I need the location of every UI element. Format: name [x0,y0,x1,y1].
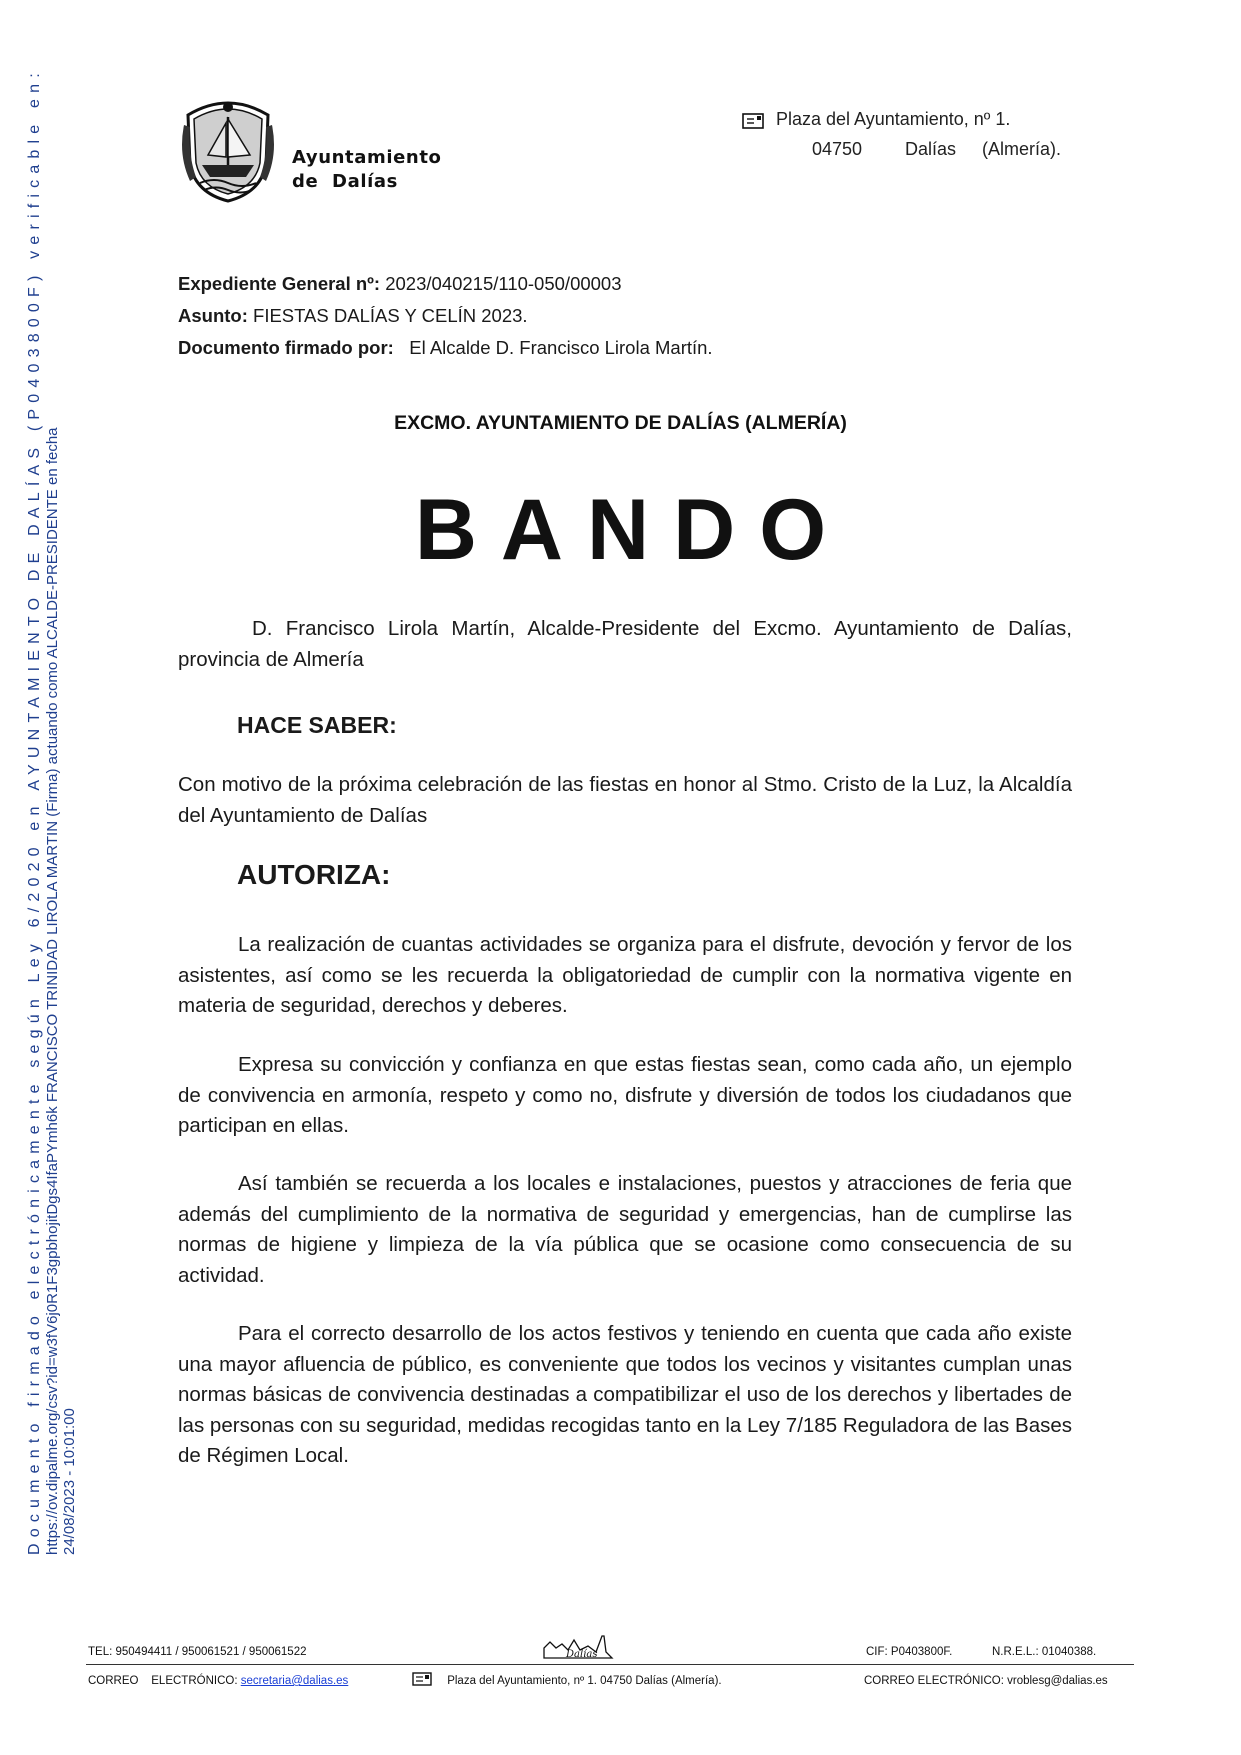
footer-correo [88,1675,348,1687]
stamp-line-2: https://ov.dipalme.org/csv?id=w3fV6j0R1F3gpbhojitDgs4IfaPYmh6k FRANCISCO TRINIDAD LIROLA MARTIN (Firma) actuando como ALCALDE-PRESIDENTE en fecha [44,427,61,1555]
envelope-icon [742,108,760,121]
paragraph-1: La realización de cuantas actividades se organiza para el disfrute, devoción y fervor de los asistentes, así como se les recuerda la obligatoriedad de cumplir con la normativa vigente en materia de seguridad, derechos y deberes. [178,933,1072,1018]
footer-email-link[interactable]: secretaria@dalias.es [240,1675,349,1687]
verification-stamp [0,0,80,1755]
footer-logo [542,1630,614,1665]
city: Dalías [905,139,957,159]
coat-of-arms-icon [180,95,276,205]
paragraph-4: Para el correcto desarrollo de los actos festivos y teniendo en cuenta que cada año existe una mayor afluencia de público, es conveniente que todos los vecinos y visitantes cumplan unas normas básicas de convivencia destinadas a compatibilizar el uso de los derechos y libertades de las personas con su seguridad, medidas recogidas tanto en la Ley 7/185 Reguladora de las Bases de Régimen Local. [178,1322,1072,1468]
hace-saber-heading: HACE SABER: [237,712,397,738]
footer-nrel: N.R.E.L.: 01040388. [992,1646,1097,1658]
header-address [776,104,1061,164]
address-line-1: Plaza del Ayuntamiento, nº 1. [776,109,1011,129]
institution-title: EXCMO. AYUNTAMIENTO DE DALÍAS (ALMERÍA) [394,412,847,434]
document-meta [178,268,713,364]
org-line-2: de Dalías [292,171,398,192]
stamp-line-3: 24/08/2023 - 10:01:00 [61,1408,78,1555]
asunto-value: FIESTAS DALÍAS Y CELÍN 2023. [253,305,528,326]
footer-correo-2: CORREO ELECTRÓNICO: vroblesg@dalias.es [864,1675,1108,1687]
bando-title: BANDO [414,482,851,578]
footer-cif: CIF: P0403800F. [866,1646,953,1658]
organization-name [292,146,442,194]
footer-envelope-icon [412,1672,432,1689]
footer-logo-text: Dalías [566,1649,598,1660]
postal-code: 04750 [812,139,863,159]
footer-tel: TEL: 950494411 / 950061521 / 950061522 [88,1646,307,1658]
asunto-label: Asunto: [178,305,248,326]
footer-address-block [412,1672,722,1689]
motivo-paragraph: Con motivo de la próxima celebración de las fiestas en honor al Stmo. Cristo de la Luz, la Alcaldía del Ayuntamiento de Dalías [178,773,1072,827]
footer-correo-label: CORREO ELECTRÓNICO: [88,1675,238,1687]
intro-paragraph: D. Francisco Lirola Martín, Alcalde-Presidente del Excmo. Ayuntamiento de Dalías, provincia de Almería [178,617,1072,671]
paragraph-2: Expresa su convicción y confianza en que estas fiestas sean, como cada año, un ejemplo de convivencia en armonía, respeto y como no, disfrute y diversión de todos los ciudadanos que participan en ellas. [178,1053,1072,1138]
org-line-1: Ayuntamiento [292,147,442,168]
footer-address: Plaza del Ayuntamiento, nº 1. 04750 Dalías (Almería). [447,1675,722,1687]
expediente-value: 2023/040215/110-050/00003 [385,273,622,294]
firmado-label: Documento firmado por: [178,337,394,358]
expediente-label: Expediente General nº: [178,273,381,294]
footer-divider [86,1664,1134,1665]
firmado-value: El Alcalde D. Francisco Lirola Martín. [409,337,713,358]
autoriza-heading: AUTORIZA: [237,859,391,890]
paragraph-3: Así también se recuerda a los locales e instalaciones, puestos y atracciones de feria que además del cumplimiento de la normativa de seguridad y emergencias, han de cumplirse las normas de higiene y limpieza de la vía pública que se ocasione como consecuencia de su actividad. [178,1172,1072,1287]
province: (Almería). [982,139,1062,159]
stamp-line-1: Documento firmado electrónicamente según Ley 6/2020 en AYUNTAMIENTO DE DALÍAS (P0403800F) verificable en: [26,67,43,1555]
